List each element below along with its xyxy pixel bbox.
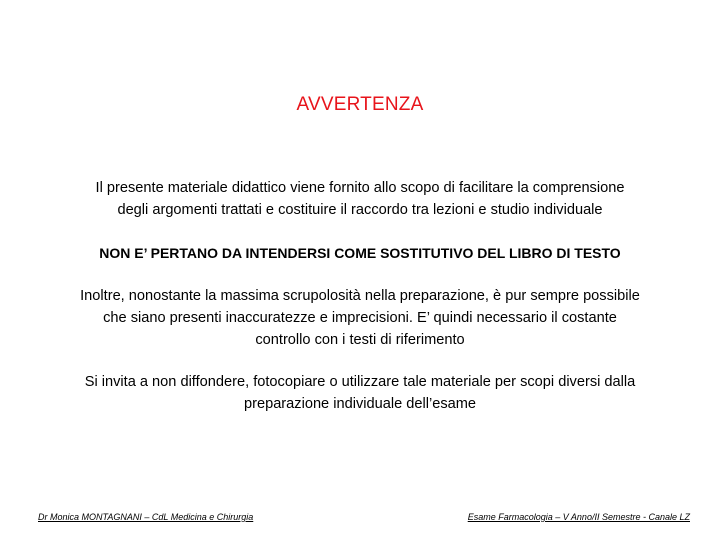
disclaimer-paragraph-3 <box>20 285 700 351</box>
paragraph-line: Il presente materiale didattico viene fornito allo scopo di facilitare la comprensione <box>95 180 625 196</box>
disclaimer-paragraph-4 <box>20 371 700 415</box>
footer-course: Esame Farmacologia – V Anno/II Semestre - Canale LZ <box>467 512 690 522</box>
slide-title: AVVERTENZA <box>296 94 424 115</box>
paragraph-line: degli argomenti trattati e costituire il raccordo tra lezioni e studio individuale <box>117 202 603 218</box>
paragraph-line: controllo con i testi di riferimento <box>255 332 465 348</box>
paragraph-line: Si invita a non diffondere, fotocopiare o utilizzare tale materiale per scopi diversi dalla <box>84 374 636 390</box>
disclaimer-paragraph-1 <box>20 177 700 221</box>
paragraph-line: che siano presenti inaccuratezze e imprecisioni. E’ quindi necessario il costante <box>103 310 617 326</box>
paragraph-line: Inoltre, nonostante la massima scrupolosità nella preparazione, è pur sempre possibile <box>80 288 640 304</box>
paragraph-line: preparazione individuale dell’esame <box>243 396 477 412</box>
footer-author: Dr Monica MONTAGNANI – CdL Medicina e Chirurgia <box>38 512 254 522</box>
disclaimer-emphasis: NON E’ PERTANO DA INTENDERSI COME SOSTITUTIVO DEL LIBRO DI TESTO <box>99 245 621 261</box>
